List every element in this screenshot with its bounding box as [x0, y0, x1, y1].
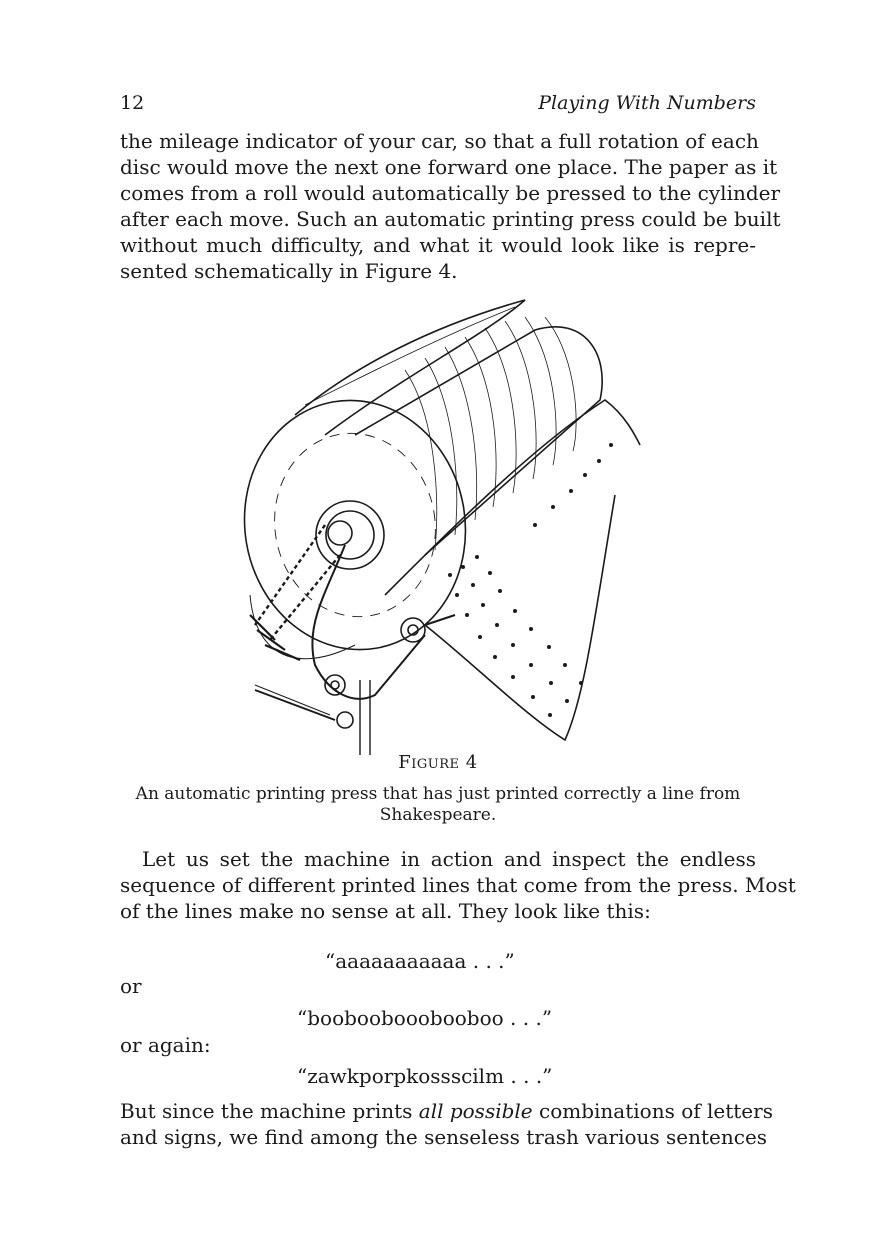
- paragraph-2: [120, 846, 796, 924]
- text-line: disc would move the next one forward one place. The paper as it: [120, 155, 778, 179]
- text-line: [120, 1098, 773, 1124]
- text-line: comes from a roll would automatically be pressed to the cylinder: [120, 181, 781, 205]
- text-line: sented schematically in Figure 4.: [120, 259, 458, 283]
- text-line: without much difficulty, and what it would look like is repre-: [120, 233, 756, 257]
- example-line-2: “booboobooobooboo . . .”: [297, 1006, 553, 1030]
- text-line: sequence of different printed lines that come from the press. Most: [120, 873, 796, 897]
- text-run: But since the machine prints: [120, 1099, 419, 1123]
- paragraph-3: [120, 1098, 773, 1150]
- printing-press-illustration: [235, 295, 645, 755]
- or-label: or: [120, 974, 142, 998]
- text-line: after each move. Such an automatic printing press could be built: [120, 207, 781, 231]
- text-line: and signs, we find among the senseless trash various sentences: [120, 1125, 768, 1149]
- caption-line: Shakespeare.: [379, 805, 497, 825]
- caption-line: An automatic printing press that has just printed correctly a line from: [135, 784, 741, 804]
- page-header: [120, 92, 756, 118]
- text-line: the mileage indicator of your car, so that a full rotation of each: [120, 129, 759, 153]
- example-line-1: “aaaaaaaaaaa . . .”: [325, 949, 515, 973]
- paragraph-1: [120, 128, 781, 284]
- printing-press-drawing: [235, 295, 645, 755]
- or-again-label: or again:: [120, 1033, 211, 1057]
- emphasis-text: all possible: [418, 1099, 533, 1123]
- text-line: of the lines make no sense at all. They look like this:: [120, 899, 651, 923]
- text-run: combinations of letters: [532, 1099, 773, 1123]
- running-title: Playing With Numbers: [538, 92, 756, 114]
- page-number: 12: [120, 92, 145, 114]
- text-line: Let us set the machine in action and inspect the endless: [142, 847, 756, 871]
- figure-label: Figure 4: [398, 752, 478, 773]
- example-line-3: “zawkporpkossscilm . . .”: [297, 1064, 553, 1088]
- figure-caption: [120, 784, 756, 826]
